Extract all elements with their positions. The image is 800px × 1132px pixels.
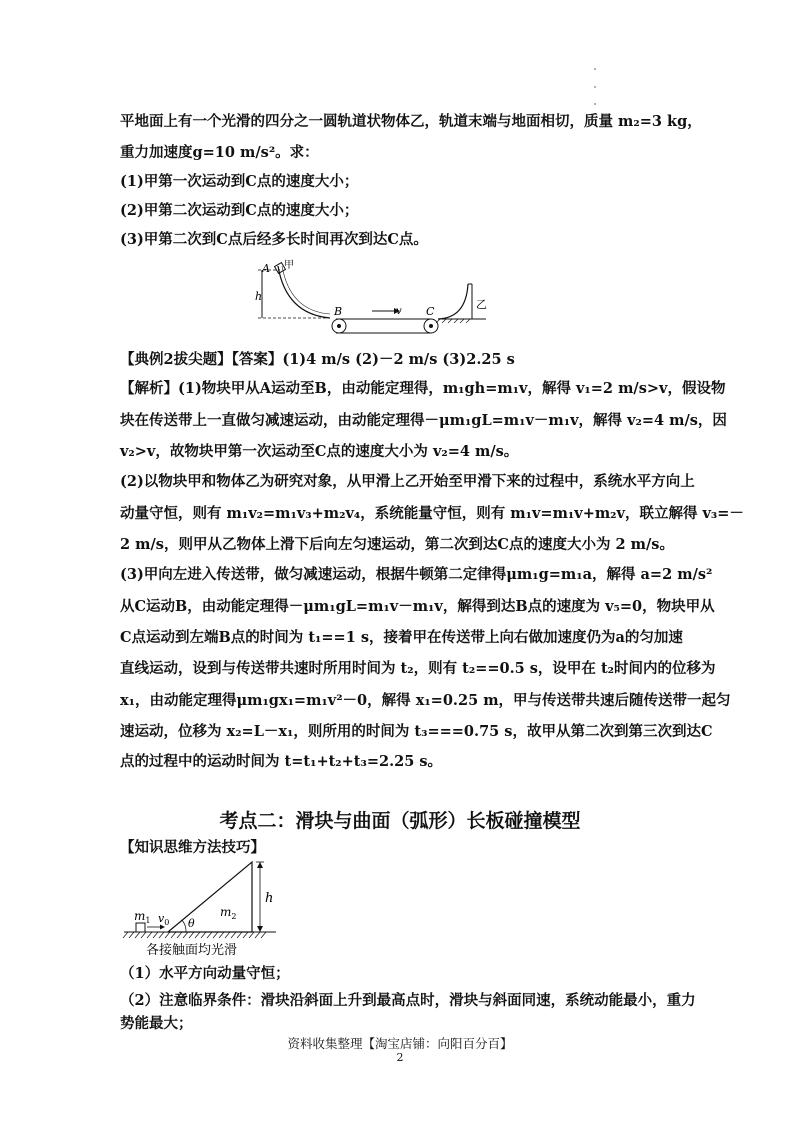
footer-text: 资料收集整理【淘宝店铺：向阳百分百】 [287,1036,513,1051]
answer-line: (3)甲向左进入传送带，做匀减速运动，根据牛顿第二定律得μm₁g=m₁a，解得 a=2 m/s² [120,566,713,583]
scan-dot [594,86,596,88]
problem-line: (3)甲第二次到C点后经多长时间再次到达C点。 [120,231,428,248]
answer-line: 动量守恒，则有 m₁v₂=m₁v₃+m₂v₄，系统能量守恒，则有 m₁v=m₁v+m₂v，联立解得 v₃=－ [120,505,744,522]
label-a: A [262,262,270,275]
conveyor-track-diagram [250,256,490,336]
problem-line: (1)甲第一次运动到C点的速度大小； [120,173,359,190]
label-h: h [255,290,263,303]
label-theta: θ [188,917,195,930]
problem-line: 重力加速度g=10 m/s²。求： [120,144,319,161]
tip-line: （2）注意临界条件：滑块沿斜面上升到最高点时，滑块与斜面同速，系统动能最小，重力 [120,992,696,1009]
section-subtitle: 【知识思维方法技巧】 [120,839,265,856]
answer-line: 【解析】(1)物块甲从A运动至B，由动能定理得，m₁gh=m₁v，解得 v₁=2 m/s>v，假设物 [120,380,726,397]
wedge-diagram [120,856,280,968]
label-v0: $v_0$ [158,912,170,927]
tip-line: 势能最大； [120,1015,193,1032]
section-title: 考点二：滑块与曲面（弧形）长板碰撞模型 [219,810,581,832]
answer-line: 直线运动，设到与传送带共速时所用时间为 t₂，则有 t₂==0.5 s，设甲在 t₂时间内的位移为 [120,660,716,677]
label-m1: $m_1$ [134,909,151,925]
label-c: C [426,305,435,318]
answer-line: 块在传送带上一直做匀减速运动，由动能定理得－μm₁gL=m₁v－m₁v，解得 v₂=4 m/s，因 [120,412,727,429]
label-m2: $m_2$ [220,905,237,921]
scan-dot [594,103,596,105]
tip-line: （1）水平方向动量守恒； [120,965,290,982]
answer-line: 速运动，位移为 x₂=L－x₁，则所用的时间为 t₃===0.75 s，故甲从第二次到第三次到达C [120,723,713,740]
answer-line: 2 m/s，则甲从乙物体上滑下后向左匀速运动，第二次到达C点的速度大小为 2 m/s。 [120,536,674,553]
answer-line: 【典例2拔尖题】【答案】(1)4 m/s (2)－2 m/s (3)2.25 s [120,351,515,368]
page-number: 2 [396,1051,404,1064]
answer-line: v₂>v，故物块甲第一次运动至C点的速度大小为 v₂=4 m/s。 [120,443,519,460]
answer-line: C点运动到左端B点的时间为 t₁==1 s，接着甲在传送带上向右做加速度仍为a的匀加速 [120,629,683,646]
label-v: v [396,306,402,317]
problem-line: 平地面上有一个光滑的四分之一圆轨道状物体乙，轨道末端与地面相切，质量 m₂=3 kg， [120,113,702,130]
answer-line: x₁，由动能定理得μm₁gx₁=m₁v²－0，解得 x₁=0.25 m，甲与传送带共速后随传送带一起匀 [120,692,731,709]
label-yi: 乙 [476,298,487,311]
figure-caption: 各接触面均光滑 [146,943,238,958]
scan-dot [594,68,596,70]
answer-line: 点的过程中的运动时间为 t=t₁+t₂+t₃=2.25 s。 [120,753,443,770]
answer-line: 从C运动B，由动能定理得－μm₁gL=m₁v－m₁v，解得到达B点的速度为 v₅=0，物块甲从 [120,598,715,615]
problem-line: (2)甲第二次运动到C点的速度大小； [120,202,359,219]
label-jia: 甲 [284,260,294,271]
answer-line: (2)以物块甲和物体乙为研究对象，从甲滑上乙开始至甲滑下来的过程中，系统水平方向上 [120,473,695,490]
label-b: B [334,305,343,318]
label-h: h [265,891,274,906]
